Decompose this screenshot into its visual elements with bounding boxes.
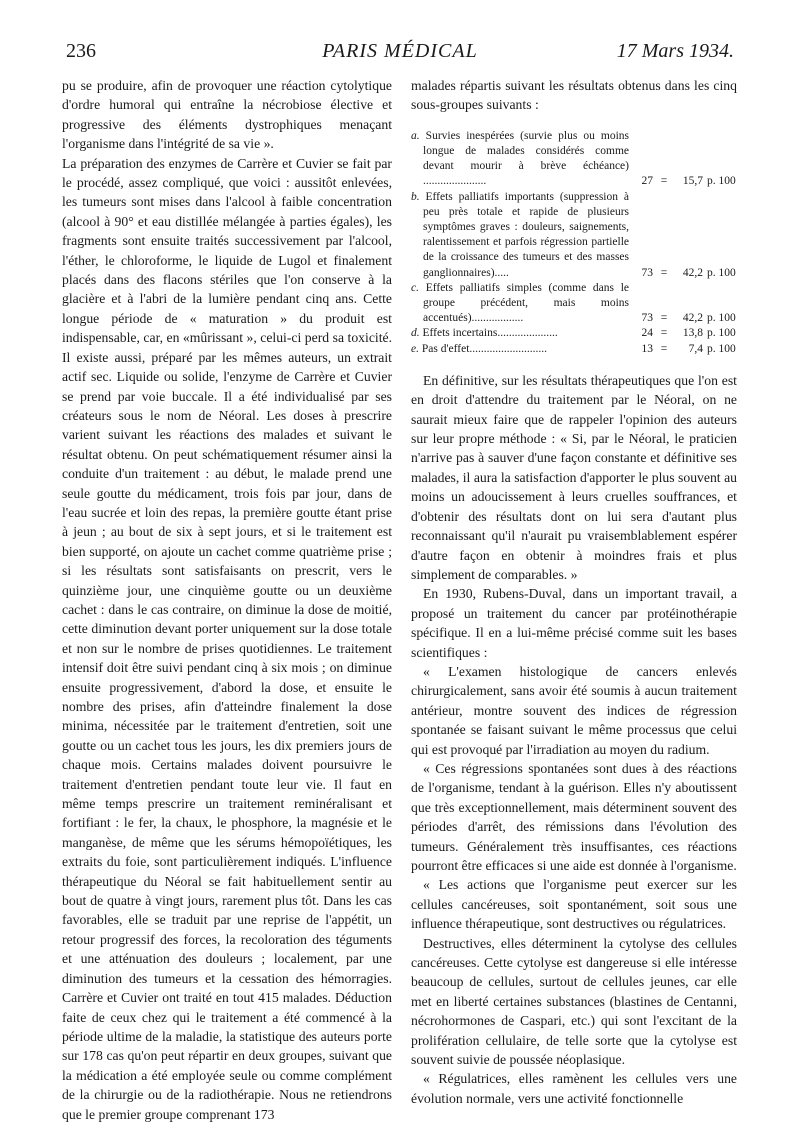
result-unit: p. 100 [707, 342, 736, 355]
result-count: 73 [641, 312, 653, 325]
paragraph: « Ces régressions spontanées sont dues à des réactions de l'organisme, tendant à la guérison. Elles n'y aboutissent que très exceptionnellement, mais déterminent souvent des périodes d'arrêt, des rémissions dans l'évolution des tumeurs. Généralement très insuffisantes, ces réactions pourront être efficaces si une aide est donnée à l'organisme. [411, 760, 737, 874]
result-text [411, 129, 629, 190]
result-count: 27 [641, 175, 653, 188]
paragraph: En définitive, sur les résultats thérapeutiques que l'on est en droit d'attendre du traitement par le Néoral, on ne saurait mieux faire que de rappeler l'opinion des auteurs sur leur propre méthode : « Si, par le Néoral, le praticien n'arrive pas à sauver d'une façon constante et définitive ses malades, il aura la satisfaction d'apporter le plus souvent au moins un adoucissement à leurs cruelles souffrances, et d'obtenir des résultats dont on lui sera d'autant plus reconnaissant qu'il n'aurait pu vraisemblablement espérer d'autre façon en obtenir à moindres frais et plus simplement de comparables. » [411, 372, 737, 582]
result-equals: = [660, 266, 668, 279]
result-equals: = [660, 342, 668, 355]
right-column [411, 76, 737, 1108]
result-text [411, 281, 629, 327]
result-description: Effets palliatifs simples (comme dans le groupe précédent, mais moins accentués).................. [423, 281, 630, 325]
results-list [411, 129, 737, 357]
result-count: 13 [641, 342, 653, 355]
result-text [411, 326, 629, 341]
result-count: 73 [641, 266, 653, 279]
result-item [411, 326, 737, 341]
result-unit: p. 100 [707, 175, 736, 188]
journal-title: PARIS MÉDICAL [322, 40, 478, 62]
result-value [631, 342, 737, 357]
paragraph: « L'examen histologique de cancers enlevés chirurgicalement, sans avoir été soumis à aucun traitement antérieur, montre souvent des indices de régression spontanée se faisant suivant le même processus que celui qui est provoqué par l'irradiation au moyen du radium. [411, 663, 737, 757]
result-letter: b. [411, 190, 420, 203]
result-percent: 13,8 [682, 327, 703, 340]
result-percent: 42,2 [682, 266, 703, 279]
result-item [411, 342, 737, 357]
result-description: Effets palliatifs importants (suppression à peu près totale et rapide de plusieurs symptômes graves : douleurs, saignements, ralentissement et parfois régression partielle de la croissance des tumeurs et des masses ganglionnaires)..... [423, 190, 629, 279]
result-letter: c. [411, 281, 419, 294]
result-item [411, 129, 737, 190]
issue-date: 17 Mars 1934. [616, 40, 734, 62]
result-letter: d. [411, 327, 420, 340]
paragraph: pu se produire, afin de provoquer une réaction cytolytique d'ordre humoral qui entraîne la nécrobiose élective et progressive des éléments dystrophiques menaçant l'organisme dans l'intégrité de sa vie ». [62, 78, 392, 152]
result-equals: = [660, 175, 668, 188]
page-number: 236 [66, 40, 96, 62]
result-value [631, 174, 737, 189]
result-letter: a. [411, 129, 420, 142]
result-value [631, 266, 737, 281]
result-text [411, 342, 629, 357]
page-header [0, 0, 800, 70]
paragraph: La préparation des enzymes de Carrère et Cuvier se fait par le procédé, assez compliqué, que voici : aussitôt enlevées, les tumeurs sont mises dans l'alcool à faible concentration (alcool à 90° et eau distillée mélangée à parties égales), les fragments sont ensuite traités successivement par l'alcool, l'éther, le chloroforme, le liquide de Lugol et finalement placés dans des flacons stériles que l'on conserve à la glacière et à l'abri de la lumière pendant cinq ans. Cette longue période de « maturation » du produit est indispensable, car, en «mûrissant », celui-ci perd sa toxicité. Il existe aussi, préparé par les mêmes auteurs, un extrait actif sec. Liquide ou solide, l'enzyme de Carrère et Cuvier se prend par voie buccale. Il a été individualisé par ses créateurs sous le nom de Néoral. Les doses à prescrire varient suivant les réactions des malades et suivant le résultat obtenu. On peut schématiquement résumer ainsi la conduite d'un traitement : au début, le malade prend une seule goutte du médicament, trois fois par jour, dans de l'eau sucrée et loin des repas, la première goutte étant prise à jeun ; au bout de six à sept jours, et si le traitement est bien supporté, on ajoute un cachet comme quatrième prise ; si les résultats sont satisfaisants on prescrit, vers le quinzième jour, une cinquième goutte ou un deuxième cachet : dans le cas contraire, on diminue la dose de moitié, cette diminution devant porter uniquement sur la dose totale et non sur le nombre de prises quotidiennes. Le traitement intensif doit être suivi pendant cinq à six mois ; on diminue ensuite progressivement, d'abord la dose, et ensuite le nombre des prises, afin d'atteindre finalement la dose minima, nécessitée par le traitement d'entretien, soit une goutte ou un cachet tous les jours, les dix premiers jours de chaque mois. Certains malades doivent poursuivre le traitement d'entretien pendant toute leur vie. Il faut en même temps prescrire un traitement reminéralisant et fortifiant : le fer, la chaux, le phosphore, la magnésie et le manganèse, de même que les sérums hémopoïétiques, les extraits du foie, sont particulièrement indiqués. L'influence thérapeutique du Néoral se fait habituellement sentir au bout de quatre à vingt jours, rarement plus tôt. Dans les cas favorables, elle se traduit par une reprise de l'appétit, un retour progressif des forces, la recoloration des téguments et une atténuation des douleurs ; localement, par une diminution des tumeurs et la cessation des hémorragies. Carrère et Cuvier ont traité en tout 415 malades. Déduction faite de ceux chez qui le traitement a été commencé à la période ultime de la maladie, la statistique des auteurs porte sur 178 cas qu'on peut répartir en deux groupes, suivant que la médication a été employée seule ou comme complément de la chirurgie ou de la radiothérapie. Nous ne retiendrons que le premier groupe comprenant 173 [62, 155, 392, 1122]
result-description: Survies inespérées (survie plus ou moins longue de malades considérés comme devant mourir à brève échéance) ...................... [423, 129, 629, 188]
result-text [411, 190, 629, 281]
result-percent: 7,4 [688, 342, 703, 355]
result-equals: = [660, 327, 668, 340]
result-percent: 42,2 [682, 312, 703, 325]
result-percent: 15,7 [682, 175, 703, 188]
paragraph: « Les actions que l'organisme peut exercer sur les cellules cancéreuses, soit spontanément, soit sous une influence thérapeutique, sont destructives ou régulatrices. [411, 877, 737, 932]
left-column [62, 76, 392, 1124]
result-unit: p. 100 [707, 312, 736, 325]
paragraph: En 1930, Rubens-Duval, dans un important travail, a proposé un traitement du cancer par protéinothérapie spécifique. Il en a lui-même précisé comme suit les bases scientifiques : [411, 586, 737, 660]
result-item [411, 190, 737, 281]
paragraph: malades répartis suivant les résultats obtenus dans les cinq sous-groupes suivants : [411, 78, 737, 113]
result-description: Pas d'effet........................... [421, 342, 548, 355]
paragraph: « Régulatrices, elles ramènent les cellules vers une évolution normale, vers une activité fonctionnelle [411, 1071, 737, 1106]
result-unit: p. 100 [707, 266, 736, 279]
result-letter: e. [411, 342, 419, 355]
result-item [411, 281, 737, 327]
paragraph: Destructives, elles déterminent la cytolyse des cellules cancéreuses. Cette cytolyse est dangereuse si elle intéresse beaucoup de cellules, surtout de cellules jeunes, car elle met en liberté certaines substances (blastines de Centanni, nécrohormones de Caspari, etc.) qui sont l'excitant de la prolifération cellulaire, de telle sorte que la cytolyse est souvent suivie de poussée néoplasique. [411, 935, 737, 1068]
result-count: 24 [641, 327, 653, 340]
result-value [631, 311, 737, 326]
result-description: Effets incertains..................... [422, 327, 558, 340]
result-unit: p. 100 [707, 327, 736, 340]
result-equals: = [660, 312, 668, 325]
result-value [631, 326, 737, 341]
